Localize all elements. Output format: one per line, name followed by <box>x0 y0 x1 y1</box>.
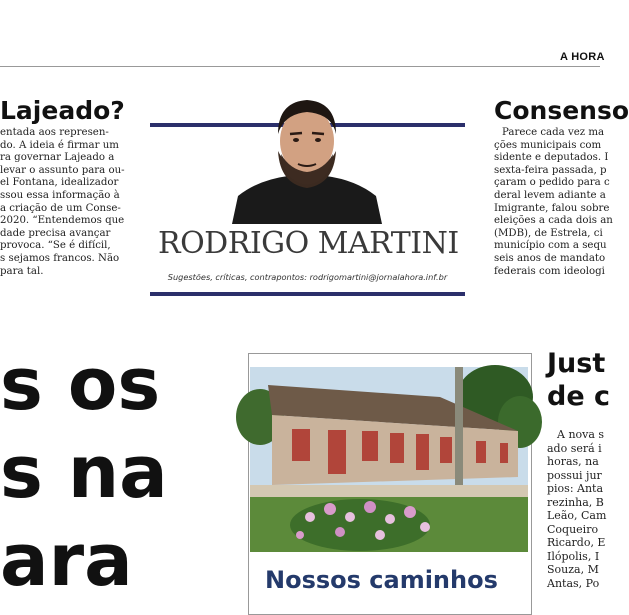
body-line: para tal. <box>0 265 44 277</box>
top-rule <box>0 66 600 67</box>
left-article-body <box>0 127 123 278</box>
columnist-contact: Sugestões, críticas, contrapontos: rodrigomartini@jornalahora.inf.br <box>167 272 448 282</box>
body-line: Ricardo, E <box>547 536 606 549</box>
headline-line: de c <box>547 381 611 412</box>
body-line: el Fontana, idealizador <box>0 177 119 189</box>
body-line: Imigrante, falou sobre <box>494 202 610 214</box>
body-line: ssou essa informação à <box>0 189 120 201</box>
body-line: a criação de um Conse- <box>0 202 121 214</box>
lead-headline <box>0 340 168 604</box>
body-line: çaram o pedido para c <box>494 177 610 189</box>
body-line: rezinha, B <box>547 495 604 509</box>
body-line: entada aos represen- <box>0 127 109 138</box>
right-article-headline: Consenso <box>494 96 629 125</box>
body-line: do. A ideia é firmar um <box>0 139 119 151</box>
body-line: ado será i <box>547 441 602 455</box>
body-line: ra governar Lajeado a <box>0 152 115 164</box>
right-lower-body <box>547 428 606 590</box>
body-line: deral levem adiante a <box>494 189 606 201</box>
body-line: possui jur <box>547 468 602 482</box>
body-line: dade precisa avançar <box>0 227 111 239</box>
body-line: Antas, Po <box>547 576 600 590</box>
colonial-house-photo <box>250 367 528 552</box>
body-line: levar o assunto para ou- <box>0 164 125 176</box>
body-line: Ilópolis, I <box>547 549 600 563</box>
body-line: pios: Anta <box>547 482 604 495</box>
lead-headline-line: ara <box>0 518 133 602</box>
body-line: eleições a cada dois an <box>494 215 613 227</box>
body-line: (MDB), de Estrela, ci <box>494 227 603 239</box>
lead-headline-line: s os <box>0 342 161 426</box>
body-line: provoca. “Se é difícil, <box>0 240 111 252</box>
body-line: Souza, M <box>547 563 599 576</box>
body-line: município com a sequ <box>494 240 607 252</box>
left-article-headline: Lajeado? <box>0 96 125 125</box>
right-article-body <box>494 127 613 278</box>
lead-headline-line: s na <box>0 430 168 514</box>
right-lower-headline <box>547 347 610 413</box>
columnist-name: RODRIGO MARTINI <box>158 226 459 261</box>
headline-line: Just <box>547 348 606 379</box>
body-line: sexta-feira passada, p <box>494 164 607 176</box>
body-line: ções municipais com <box>494 139 602 151</box>
body-line: s sejamos francos. Não <box>0 252 120 264</box>
body-line: A nova s <box>557 428 605 441</box>
masthead-section: A HORA <box>560 51 605 63</box>
body-line: sidente e deputados. I <box>494 152 609 164</box>
body-line: Coqueiro <box>547 522 599 536</box>
body-line: federais com ideologi <box>494 265 605 277</box>
photo-caption: Nossos caminhos <box>265 566 498 594</box>
body-line: horas, na <box>547 455 599 468</box>
columnist-portrait <box>228 96 386 224</box>
body-line: Leão, Cam <box>547 509 607 522</box>
body-line: Parece cada vez ma <box>502 127 605 138</box>
columnist-rule-bottom <box>150 292 465 296</box>
body-line: 2020. “Entendemos que <box>0 215 125 227</box>
body-line: seis anos de mandato <box>494 252 606 264</box>
